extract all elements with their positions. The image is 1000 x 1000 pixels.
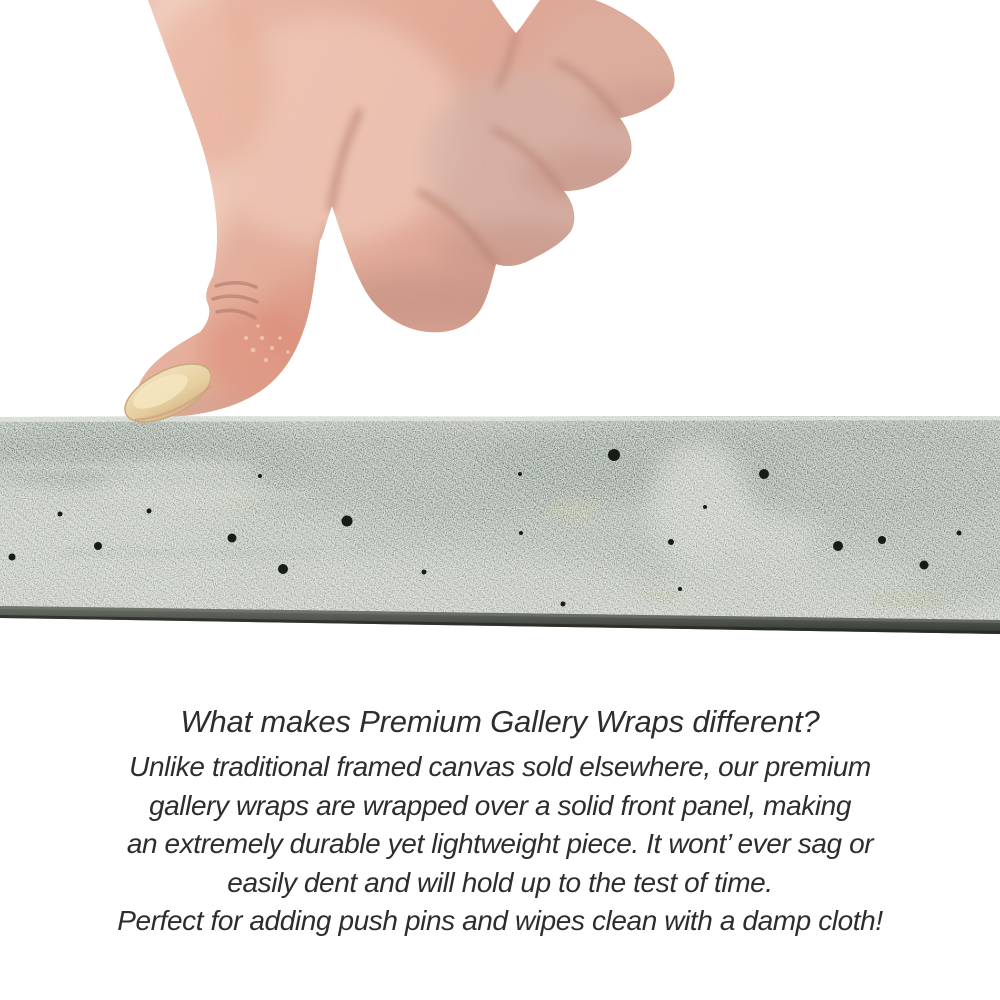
hand-art: [0, 0, 1000, 424]
info-line-4: easily dent and will hold up to the test of time.: [227, 866, 773, 898]
hand-photo: [0, 0, 1000, 424]
canvas-edge-art: [0, 414, 1000, 646]
info-heading: What makes Premium Gallery Wraps different?: [180, 704, 820, 739]
fist: [100, 0, 720, 424]
info-line-1: Unlike traditional framed canvas sold elsewhere, our premium: [129, 751, 871, 782]
info-line-5: Perfect for adding push pins and wipes clean with a damp cloth!: [117, 905, 883, 936]
info-line-2: gallery wraps are wrapped over a solid front panel, making: [148, 789, 852, 821]
canvas-edge-photo: [0, 414, 1000, 646]
info-line-3: an extremely durable yet lightweight piece. It wont’ ever sag or: [126, 828, 874, 859]
info-text-block: [0, 702, 1000, 941]
canvas-face: [0, 414, 1000, 628]
